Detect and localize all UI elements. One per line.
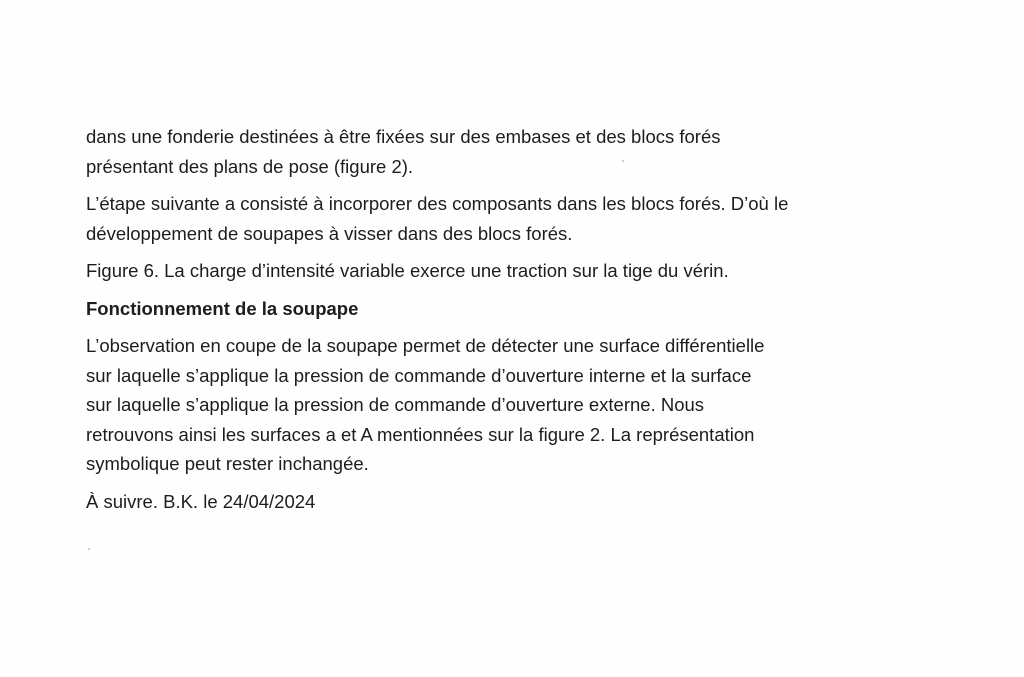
text-line: L’observation en coupe de la soupape permet de détecter une surface différentielle <box>86 335 765 356</box>
text-line: sur laquelle s’applique la pression de commande d’ouverture interne et la surface <box>86 364 752 386</box>
text-line: retrouvons ainsi les surfaces a et A mentionnées sur la figure 2. La représentation <box>86 423 755 445</box>
signature-line: À suivre. B.K. le 24/04/2024 <box>86 490 316 512</box>
text-line: L’étape suivante a consisté à incorporer des composants dans les blocs forés. D’où le <box>86 193 789 214</box>
text-line: présentant des plans de pose (figure 2). <box>86 155 414 177</box>
document-body <box>86 122 946 516</box>
paragraph-fonderie <box>86 122 946 181</box>
paragraph-figure-6 <box>86 256 946 286</box>
text-line: développement de soupapes à visser dans des blocs forés. <box>86 222 573 244</box>
text-line: dans une fonderie destinées à être fixées sur des embases et des blocs forés <box>86 126 721 147</box>
section-heading: Fonctionnement de la soupape <box>86 297 359 319</box>
text-line: sur laquelle s’applique la pression de commande d’ouverture externe. Nous <box>86 394 705 415</box>
text-line: Figure 6. La charge d’intensité variable exerce une traction sur la tige du vérin. <box>86 260 729 281</box>
text-line: symbolique peut rester inchangée. <box>86 453 369 474</box>
scan-speck <box>88 548 90 550</box>
paragraph-observation <box>86 331 946 479</box>
scan-speck <box>622 160 624 162</box>
paragraph-etape-suivante <box>86 189 946 248</box>
